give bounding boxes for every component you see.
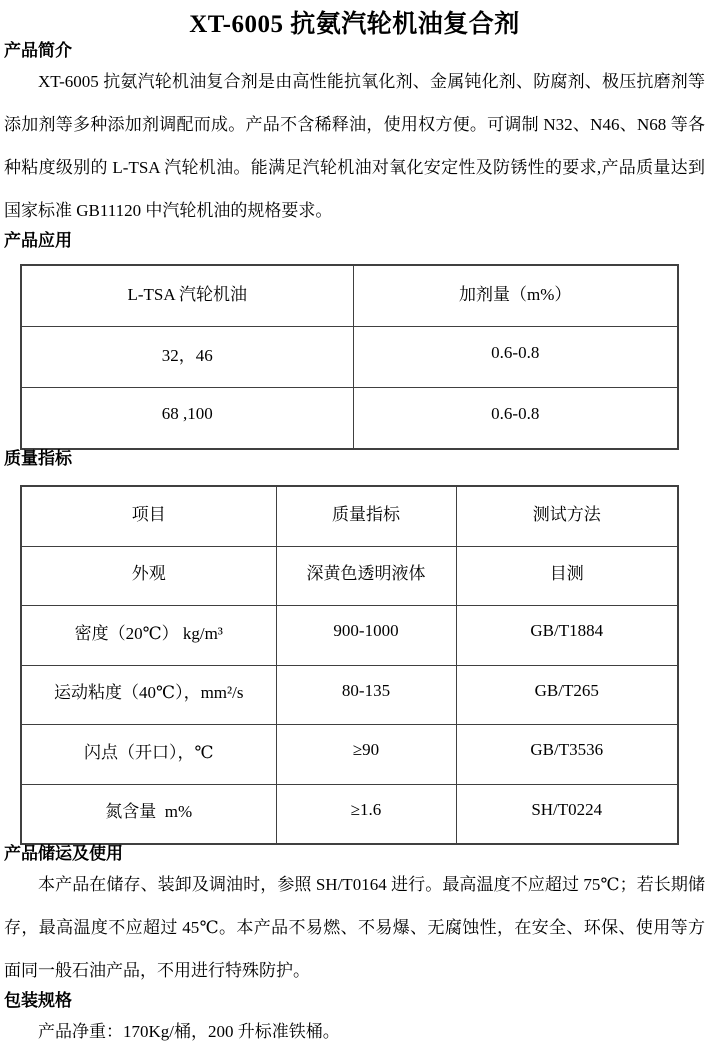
table-row — [21, 665, 678, 725]
packaging-paragraph: 产品净重：170Kg/桶，200 升标准铁桶。 — [38, 1022, 340, 1041]
table-row — [21, 784, 678, 844]
section-heading-packaging: 包装规格 — [4, 991, 72, 1010]
table-cell: 氮含量 m% — [21, 784, 276, 844]
table-header-cell: L-TSA 汽轮机油 — [21, 265, 353, 327]
table-cell: 运动粘度（40℃），mm²/s — [21, 665, 276, 725]
table-cell: 0.6-0.8 — [353, 388, 678, 450]
table-cell: 目测 — [456, 546, 678, 606]
table-row — [21, 327, 678, 388]
section-heading-application: 产品应用 — [4, 231, 72, 250]
application-table — [20, 264, 679, 450]
table-cell: ≥90 — [276, 725, 456, 785]
intro-paragraph: XT-6005 抗氨汽轮机油复合剂是由高性能抗氧化剂、金属钝化剂、防腐剂、极压抗磨剂等添加剂等多种添加剂调配而成。产品不含稀释油，使用权方便。可调制 N32、N46、N68 等各种粘度级别的 L-TSA 汽轮机油。能满足汽轮机油对氧化安定性及防锈性的要求,产品质量达到国家标准 GB11120 中汽轮机油的规格要求。 — [4, 72, 705, 220]
table-header-cell: 质量指标 — [276, 486, 456, 546]
table-cell: ≥1.6 — [276, 784, 456, 844]
page-title: XT-6005 抗氨汽轮机油复合剂 — [189, 11, 520, 38]
table-cell: GB/T1884 — [456, 606, 678, 666]
table-cell: 外观 — [21, 546, 276, 606]
table-cell: 80-135 — [276, 665, 456, 725]
table-cell: 深黄色透明液体 — [276, 546, 456, 606]
section-heading-quality: 质量指标 — [4, 449, 72, 468]
table-header-cell: 测试方法 — [456, 486, 678, 546]
table-cell: 闪点（开口），℃ — [21, 725, 276, 785]
table-cell: GB/T3536 — [456, 725, 678, 785]
table-cell: 密度（20℃） kg/m³ — [21, 606, 276, 666]
storage-paragraph: 本产品在储存、装卸及调油时，参照 SH/T0164 进行。最高温度不应超过 75℃；若长期储存，最高温度不应超过 45℃。本产品不易燃、不易爆、无腐蚀性，在安全、环保、使用等方面同一般石油产品，不用进行特殊防护。 — [4, 875, 705, 980]
application-table-header-row — [21, 265, 678, 327]
table-cell: 900-1000 — [276, 606, 456, 666]
table-cell: 68 ,100 — [21, 388, 353, 450]
table-row — [21, 606, 678, 666]
quality-table — [20, 485, 679, 845]
table-cell: SH/T0224 — [456, 784, 678, 844]
quality-table-header-row — [21, 486, 678, 546]
section-heading-intro: 产品简介 — [4, 41, 72, 60]
table-row — [21, 546, 678, 606]
table-cell: 0.6-0.8 — [353, 327, 678, 388]
table-row — [21, 725, 678, 785]
table-header-cell: 项目 — [21, 486, 276, 546]
section-heading-storage: 产品储运及使用 — [4, 844, 123, 863]
table-cell: 32，46 — [21, 327, 353, 388]
table-header-cell: 加剂量（m%） — [353, 265, 678, 327]
table-row — [21, 388, 678, 450]
table-cell: GB/T265 — [456, 665, 678, 725]
